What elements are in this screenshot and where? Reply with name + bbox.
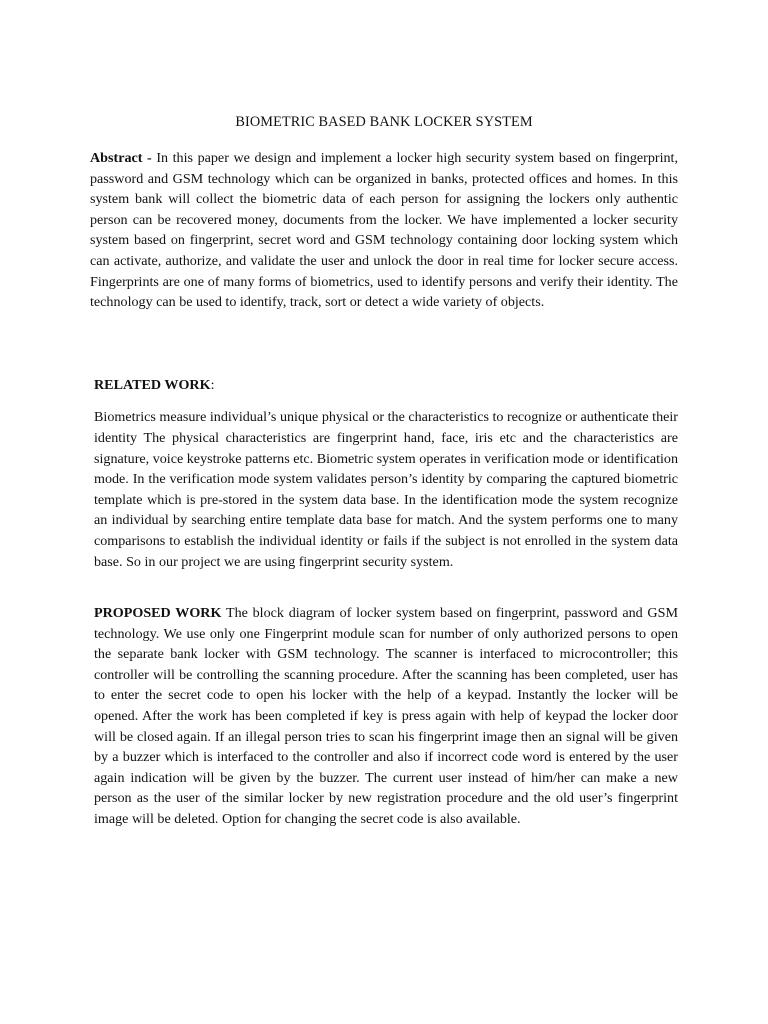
abstract-paragraph [90,148,678,313]
related-work-heading-row [90,375,678,396]
related-work-heading: RELATED WORK [94,376,211,393]
proposed-work-text: The block diagram of locker system based on fingerprint, password and GSM technology. We use only one Fingerprint module scan for number of only authorized persons to open the separate bank locker with GSM technology. The scanner is interfaced to microcontroller; this controller will be controlling the scanning procedure. After the scanning has been completed, user has to enter the secret code to open his locker with the help of a keypad. Instantly the locker will be opened. After the work has been completed if key is press again with help of keypad the locker door will be closed again. If an illegal person tries to scan his fingerprint image then an signal will be given by a buzzer which is interfaced to the controller and also if incorrect code word is entered by the user again indication will be given by the buzzer. The current user instead of him/her can make a new person as the user of the similar locker by new registration procedure and the old user’s fingerprint image will be deleted. Option for changing the secret code is also available. [94,605,678,828]
abstract-label: Abstract - [90,150,152,166]
related-work-paragraph: Biometrics measure individual’s unique physical or the characteristics to recognize or authenticate their identity The physical characteristics are fingerprint hand, face, iris etc and the characteristics are signature, voice keystroke patterns etc. Biometric system operates in verification mode or identification mode. In the verification mode system validates person’s identity by comparing the captured biometric template which is pre-stored in the system data base. In the identification mode the system recognize an individual by searching entire template data base for match. And the system performs one to many comparisons to establish the individual identity or fails if the subject is not enrolled in the system data base. So in our project we are using fingerprint security system. [94,409,678,570]
related-work-heading-suffix: : [210,376,215,393]
document-title: BIOMETRIC BASED BANK LOCKER SYSTEM [235,114,533,130]
proposed-work-paragraph [90,603,678,830]
document-page [90,112,678,830]
abstract-text: In this paper we design and implement a locker high security system based on fingerprint, password and GSM technology which can be organized in banks, protected offices and homes. In this system bank will collect the biometric data of each person for assigning the lockers only authentic person can be recovered money, documents from the locker. We have implemented a locker security system based on fingerprint, secret word and GSM technology containing door locking system which can activate, authorize, and validate the user and unlock the door in real time for locker secure access. Fingerprints are one of many forms of biometrics, used to identify persons and verify their identity. The technology can be used to identify, track, sort or detect a wide variety of objects. [90,150,678,311]
proposed-work-heading: PROPOSED WORK [94,605,222,622]
